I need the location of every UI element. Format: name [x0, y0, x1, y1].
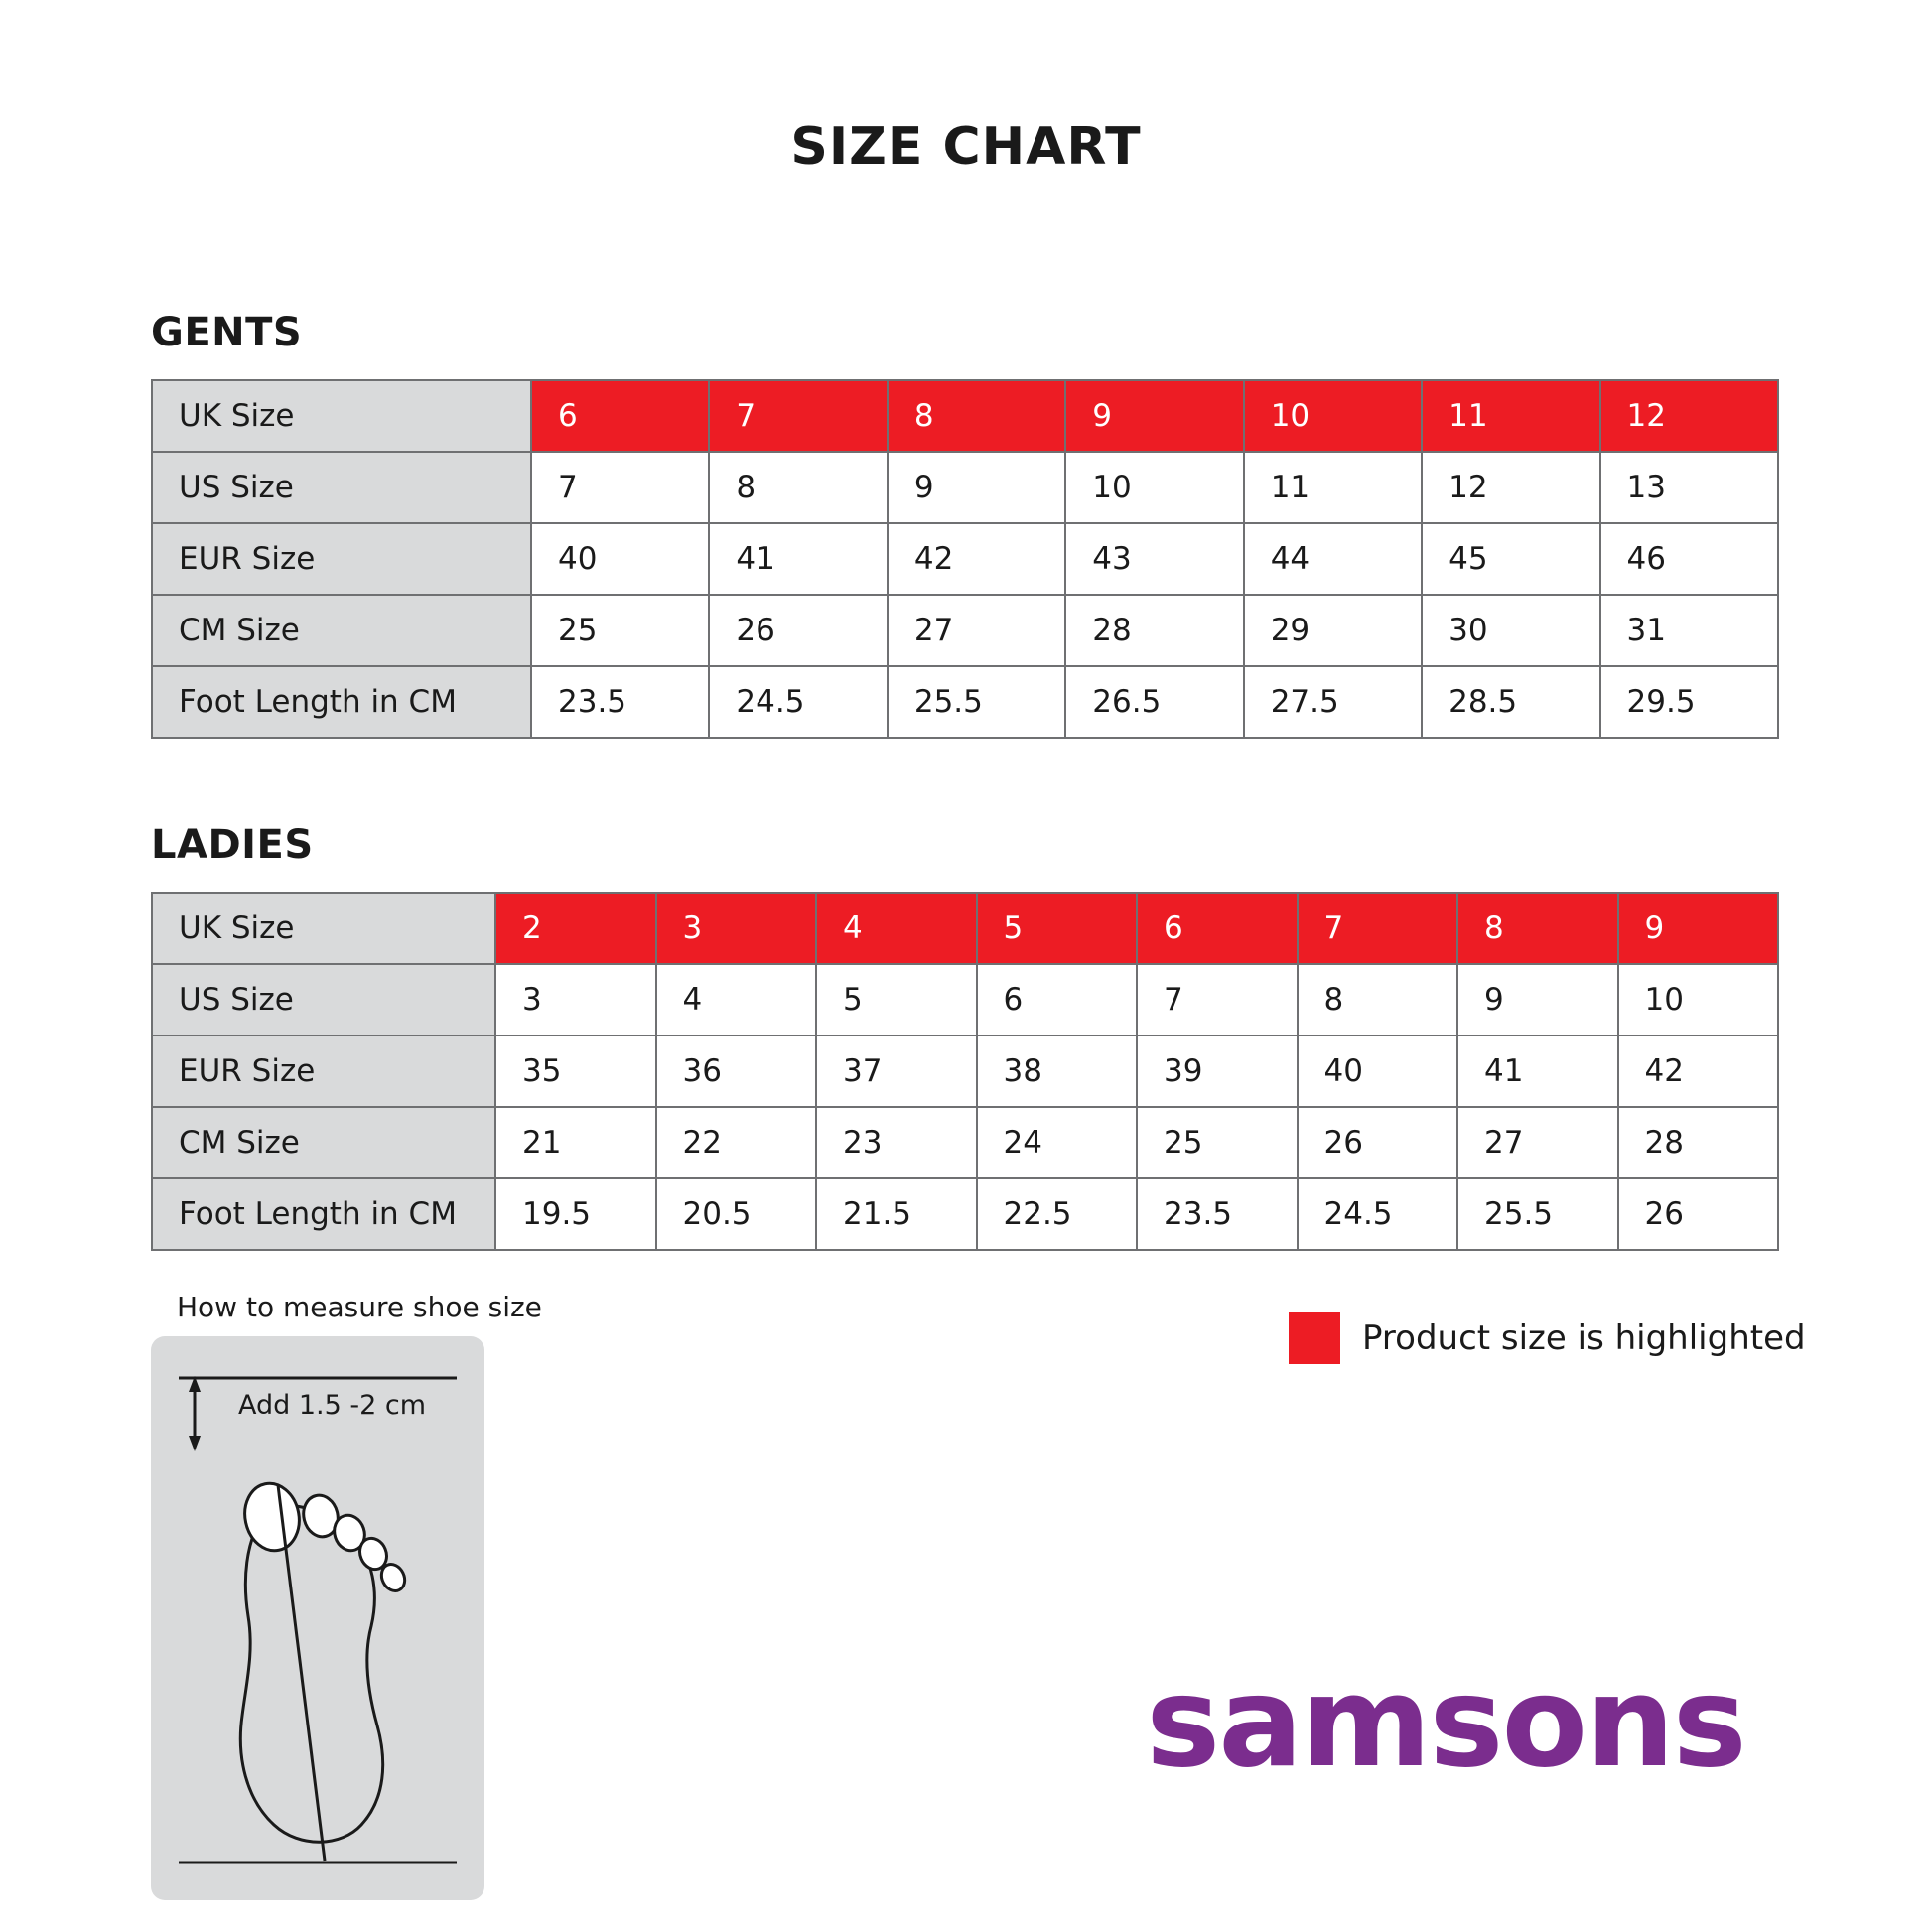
table-cell: 11 — [1422, 380, 1599, 452]
table-cell: 35 — [495, 1035, 656, 1107]
table-cell: 31 — [1600, 595, 1778, 666]
table-cell: 27 — [888, 595, 1065, 666]
table-cell: 23.5 — [1137, 1178, 1298, 1250]
ladies-size-table — [151, 892, 1779, 1251]
table-cell: 28.5 — [1422, 666, 1599, 738]
row-label: EUR Size — [152, 523, 531, 595]
brand-logo: samsons — [1146, 1649, 1745, 1795]
table-cell: 8 — [709, 452, 887, 523]
row-label: CM Size — [152, 595, 531, 666]
table-cell: 2 — [495, 893, 656, 964]
table-cell: 13 — [1600, 452, 1778, 523]
table-cell: 24.5 — [709, 666, 887, 738]
table-cell: 4 — [656, 964, 817, 1035]
section-heading-gents: GENTS — [151, 310, 303, 355]
table-row — [152, 964, 1778, 1035]
row-label: EUR Size — [152, 1035, 495, 1107]
table-cell: 41 — [709, 523, 887, 595]
table-row — [152, 666, 1778, 738]
table-cell: 42 — [1618, 1035, 1779, 1107]
gents-size-table — [151, 379, 1779, 739]
table-cell: 10 — [1065, 452, 1243, 523]
table-cell: 28 — [1065, 595, 1243, 666]
table-row — [152, 1178, 1778, 1250]
table-cell: 19.5 — [495, 1178, 656, 1250]
legend — [1289, 1312, 1806, 1364]
table-cell: 3 — [495, 964, 656, 1035]
table-cell: 44 — [1244, 523, 1422, 595]
table-cell: 30 — [1422, 595, 1599, 666]
table-cell: 24.5 — [1298, 1178, 1458, 1250]
table-row — [152, 893, 1778, 964]
table-row — [152, 1107, 1778, 1178]
row-label: UK Size — [152, 380, 531, 452]
table-cell: 7 — [709, 380, 887, 452]
table-cell: 10 — [1618, 964, 1779, 1035]
measure-caption: How to measure shoe size — [177, 1291, 542, 1323]
table-cell: 26 — [709, 595, 887, 666]
table-cell: 9 — [1457, 964, 1618, 1035]
row-label: US Size — [152, 452, 531, 523]
table-cell: 6 — [531, 380, 709, 452]
table-cell: 8 — [888, 380, 1065, 452]
table-cell: 23.5 — [531, 666, 709, 738]
row-label: US Size — [152, 964, 495, 1035]
table-cell: 20.5 — [656, 1178, 817, 1250]
table-cell: 5 — [977, 893, 1138, 964]
table-cell: 21 — [495, 1107, 656, 1178]
table-cell: 9 — [1618, 893, 1779, 964]
table-cell: 41 — [1457, 1035, 1618, 1107]
add-allowance-label: Add 1.5 -2 cm — [238, 1390, 427, 1421]
table-cell: 25 — [531, 595, 709, 666]
footprint-icon — [151, 1336, 484, 1900]
row-label: Foot Length in CM — [152, 666, 531, 738]
table-cell: 22.5 — [977, 1178, 1138, 1250]
table-cell: 25.5 — [888, 666, 1065, 738]
legend-swatch-red — [1289, 1312, 1340, 1364]
table-cell: 39 — [1137, 1035, 1298, 1107]
table-cell: 3 — [656, 893, 817, 964]
table-cell: 37 — [816, 1035, 977, 1107]
table-row — [152, 1035, 1778, 1107]
table-cell: 46 — [1600, 523, 1778, 595]
table-row — [152, 452, 1778, 523]
table-cell: 23 — [816, 1107, 977, 1178]
table-cell: 21.5 — [816, 1178, 977, 1250]
table-cell: 7 — [1298, 893, 1458, 964]
table-cell: 43 — [1065, 523, 1243, 595]
table-cell: 4 — [816, 893, 977, 964]
table-row — [152, 380, 1778, 452]
table-cell: 26 — [1618, 1178, 1779, 1250]
row-label: CM Size — [152, 1107, 495, 1178]
table-cell: 12 — [1422, 452, 1599, 523]
table-cell: 36 — [656, 1035, 817, 1107]
table-cell: 25.5 — [1457, 1178, 1618, 1250]
table-cell: 22 — [656, 1107, 817, 1178]
table-cell: 26 — [1298, 1107, 1458, 1178]
table-cell: 7 — [531, 452, 709, 523]
table-cell: 29.5 — [1600, 666, 1778, 738]
table-cell: 27.5 — [1244, 666, 1422, 738]
row-label: UK Size — [152, 893, 495, 964]
table-cell: 11 — [1244, 452, 1422, 523]
table-cell: 6 — [977, 964, 1138, 1035]
table-cell: 7 — [1137, 964, 1298, 1035]
section-heading-ladies: LADIES — [151, 822, 314, 868]
table-cell: 28 — [1618, 1107, 1779, 1178]
table-cell: 40 — [1298, 1035, 1458, 1107]
page-title: SIZE CHART — [790, 117, 1142, 177]
table-cell: 9 — [1065, 380, 1243, 452]
table-cell: 25 — [1137, 1107, 1298, 1178]
table-cell: 29 — [1244, 595, 1422, 666]
table-cell: 12 — [1600, 380, 1778, 452]
table-cell: 8 — [1298, 964, 1458, 1035]
row-label: Foot Length in CM — [152, 1178, 495, 1250]
legend-label: Product size is highlighted — [1362, 1318, 1806, 1358]
table-cell: 6 — [1137, 893, 1298, 964]
table-cell: 8 — [1457, 893, 1618, 964]
table-row — [152, 523, 1778, 595]
table-cell: 45 — [1422, 523, 1599, 595]
table-cell: 24 — [977, 1107, 1138, 1178]
table-cell: 38 — [977, 1035, 1138, 1107]
table-cell: 10 — [1244, 380, 1422, 452]
table-cell: 9 — [888, 452, 1065, 523]
table-row — [152, 595, 1778, 666]
table-cell: 5 — [816, 964, 977, 1035]
measure-illustration — [151, 1336, 484, 1900]
table-cell: 27 — [1457, 1107, 1618, 1178]
table-cell: 26.5 — [1065, 666, 1243, 738]
table-cell: 42 — [888, 523, 1065, 595]
table-cell: 40 — [531, 523, 709, 595]
